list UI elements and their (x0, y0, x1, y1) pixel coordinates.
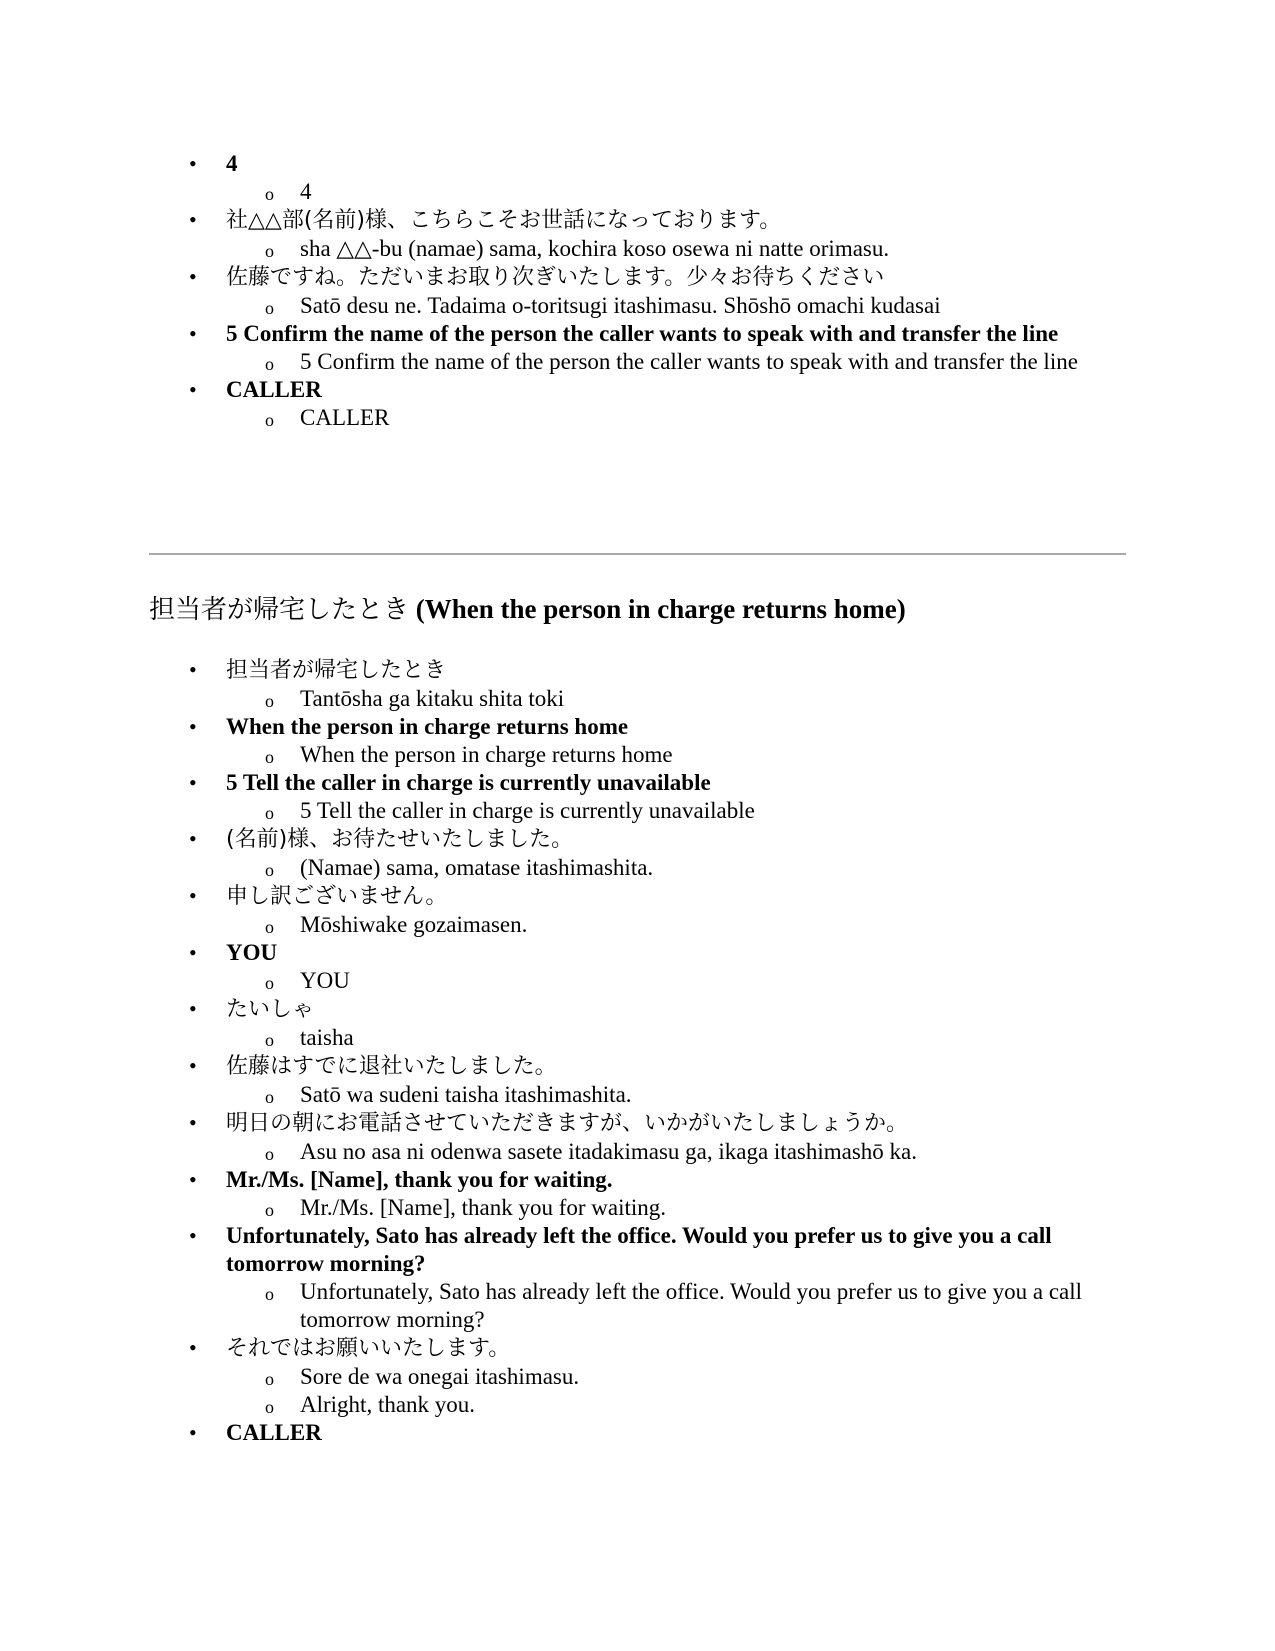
list-item (226, 1222, 1126, 1334)
list-item-term: 佐藤ですね。ただいまお取り次ぎいたします。少々お待ちください (226, 265, 885, 290)
list-item-term: それではお願いいたします。 (226, 1336, 511, 1361)
sub-list-item: o 4 (300, 178, 1126, 206)
list-item-term: 申し訳ございません。 (226, 884, 448, 909)
sub-list (226, 1194, 1126, 1222)
list-item (226, 939, 1126, 995)
sub-list (226, 1024, 1126, 1052)
sub-list-item: o Mōshiwake gozaimasen. (300, 911, 1126, 939)
list-item-term: (名前)様、お待たせいたしました。 (226, 827, 574, 852)
list-item-term: 社△△部(名前)様、こちらこそお世話になっております。 (226, 208, 782, 233)
section-heading-en: (When the person in charge returns home) (415, 594, 906, 624)
list-item (226, 206, 1126, 263)
section-heading (149, 592, 906, 627)
sub-list (226, 854, 1126, 882)
list-item-term: 5 Confirm the name of the person the caller wants to speak with and transfer the line (226, 321, 1059, 346)
list-item-term: When the person in charge returns home (226, 714, 629, 739)
sub-list-item: o taisha (300, 1024, 1126, 1052)
sub-list (226, 348, 1126, 376)
list-item (226, 1109, 1126, 1166)
sub-list (226, 967, 1126, 995)
sub-list (226, 1138, 1126, 1166)
list-item-term: Mr./Ms. [Name], thank you for waiting. (226, 1167, 613, 1192)
sub-list (226, 178, 1126, 206)
sub-list (226, 741, 1126, 769)
list-item-term: 5 Tell the caller in charge is currently unavailable (226, 770, 711, 795)
sub-list (226, 404, 1126, 432)
sub-list (226, 797, 1126, 825)
list-item (226, 150, 1126, 206)
list-item-term: CALLER (226, 1420, 322, 1445)
section-heading-jp: 担当者が帰宅したとき (149, 595, 410, 625)
list-item-term: CALLER (226, 377, 322, 402)
list-item (226, 825, 1126, 882)
sub-list (226, 235, 1126, 263)
sub-list-item: o Unfortunately, Sato has already left the office. Would you prefer us to give you a call tomorrow morning? (300, 1278, 1126, 1334)
list-item-term: Unfortunately, Sato has already left the office. Would you prefer us to give you a call tomorrow morning? (226, 1223, 1052, 1276)
list-item (226, 263, 1126, 320)
list-item (226, 376, 1126, 432)
sub-list-item: o Satō wa sudeni taisha itashimashita. (300, 1081, 1126, 1109)
sub-list-item: o Asu no asa ni odenwa sasete itadakimasu ga, ikaga itashimashō ka. (300, 1138, 1126, 1166)
list-item (226, 1419, 1126, 1447)
list-item-term: たいしゃ (226, 997, 315, 1022)
list-item-term: YOU (226, 940, 278, 965)
list-item (226, 713, 1126, 769)
list-item (226, 320, 1126, 376)
sub-list-item: o 5 Confirm the name of the person the caller wants to speak with and transfer the line (300, 348, 1126, 376)
sub-list-item: o Satō desu ne. Tadaima o-toritsugi itashimasu. Shōshō omachi kudasai (300, 292, 1126, 320)
sub-list (226, 1081, 1126, 1109)
phrase-list-top (226, 150, 1126, 432)
list-item (226, 769, 1126, 825)
sub-list-item: o Sore de wa onegai itashimasu. (300, 1363, 1126, 1391)
list-item-term: 4 (226, 151, 238, 176)
sub-list-item: o (Namae) sama, omatase itashimashita. (300, 854, 1126, 882)
horizontal-rule (149, 553, 1126, 555)
list-item-term: 明日の朝にお電話させていただきますが、いかがいたしましょうか。 (226, 1111, 909, 1136)
sub-list (226, 292, 1126, 320)
sub-list-item: o sha △△-bu (namae) sama, kochira koso osewa ni natte orimasu. (300, 235, 1126, 263)
sub-list (226, 685, 1126, 713)
list-item (226, 1334, 1126, 1419)
sub-list (226, 1363, 1126, 1419)
sub-list (226, 911, 1126, 939)
sub-list-item: o When the person in charge returns home (300, 741, 1126, 769)
list-item (226, 882, 1126, 939)
phrase-list-bottom (226, 656, 1126, 1447)
sub-list-item: o CALLER (300, 404, 1126, 432)
sub-list-item: o Tantōsha ga kitaku shita toki (300, 685, 1126, 713)
sub-list-item: o YOU (300, 967, 1126, 995)
list-item (226, 995, 1126, 1052)
sub-list-item: o 5 Tell the caller in charge is currently unavailable (300, 797, 1126, 825)
list-item-term: 担当者が帰宅したとき (226, 658, 447, 683)
sub-list (226, 1278, 1126, 1334)
list-item (226, 1166, 1126, 1222)
list-item (226, 656, 1126, 713)
sub-list-item: o Alright, thank you. (300, 1391, 1126, 1419)
list-item-term: 佐藤はすでに退社いたしました。 (226, 1054, 557, 1079)
sub-list-item: o Mr./Ms. [Name], thank you for waiting. (300, 1194, 1126, 1222)
list-item (226, 1052, 1126, 1109)
